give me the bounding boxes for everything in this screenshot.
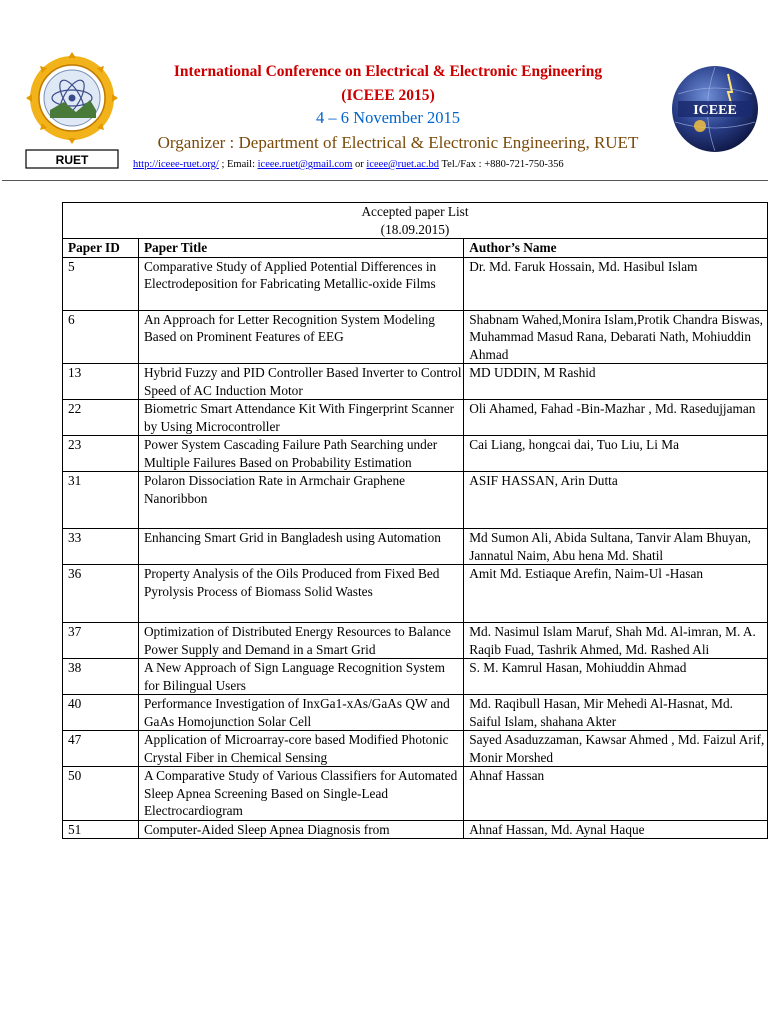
paper-title: Optimization of Distributed Energy Resources to Balance Power Supply and Demand in a Smart Grid	[138, 623, 463, 659]
paper-title: Polaron Dissociation Rate in Armchair Graphene Nanoribbon	[138, 472, 463, 529]
phone-fax: Tel./Fax : +880-721-750-356	[439, 159, 564, 170]
table-row	[63, 472, 768, 529]
table-caption	[63, 203, 768, 239]
email-link-gmail[interactable]: iceee.ruet@gmail.com	[257, 159, 353, 170]
contact-separator: ; Email:	[218, 159, 258, 170]
paper-id: 36	[63, 565, 139, 623]
caption-title: Accepted paper List	[361, 204, 469, 219]
ruet-logo	[22, 52, 122, 170]
paper-title: Biometric Smart Attendance Kit With Fingerprint Scanner by Using Microcontroller	[138, 400, 463, 436]
paper-id: 50	[63, 767, 139, 821]
paper-authors: MD UDDIN, M Rashid	[464, 364, 768, 400]
conference-date: 4 – 6 November 2015	[316, 108, 460, 127]
paper-id: 33	[63, 529, 139, 565]
paper-title: An Approach for Letter Recognition System Modeling Based on Prominent Features of EEG	[138, 310, 463, 364]
svg-text:ICEEE: ICEEE	[693, 103, 737, 118]
paper-id: 47	[63, 731, 139, 767]
table-row	[63, 529, 768, 565]
header-paper-title: Paper Title	[138, 239, 463, 258]
table-row	[63, 659, 768, 695]
paper-authors: Amit Md. Estiaque Arefin, Naim-Ul -Hasan	[464, 565, 768, 623]
paper-id: 13	[63, 364, 139, 400]
paper-title: Computer-Aided Sleep Apnea Diagnosis from	[138, 820, 463, 839]
table-row	[63, 731, 768, 767]
paper-title: A New Approach of Sign Language Recognition System for Bilingual Users	[138, 659, 463, 695]
paper-title: Enhancing Smart Grid in Bangladesh using Automation	[138, 529, 463, 565]
table-row	[63, 565, 768, 623]
paper-id: 6	[63, 310, 139, 364]
paper-authors: Dr. Md. Faruk Hossain, Md. Hasibul Islam	[464, 257, 768, 310]
paper-id: 23	[63, 436, 139, 472]
paper-title: Power System Cascading Failure Path Searching under Multiple Failures Based on Probability Estimation	[138, 436, 463, 472]
table-row	[63, 400, 768, 436]
paper-authors: Md. Nasimul Islam Maruf, Shah Md. Al-imran, M. A. Raqib Fuad, Tashrik Ahmed, Md. Rashed Ali	[464, 623, 768, 659]
paper-title: Hybrid Fuzzy and PID Controller Based Inverter to Control Speed of AC Induction Motor	[138, 364, 463, 400]
organizer-line: Organizer : Department of Electrical & Electronic Engineering, RUET	[157, 133, 639, 152]
svg-text:RUET: RUET	[55, 153, 89, 167]
table-row	[63, 257, 768, 310]
paper-authors: Oli Ahamed, Fahad -Bin-Mazhar , Md. Rasedujjaman	[464, 400, 768, 436]
paper-title: A Comparative Study of Various Classifiers for Automated Sleep Apnea Screening Based on Single-Lead Electrocardiogram	[138, 767, 463, 821]
email-link-ruet[interactable]: iceee@ruet.ac.bd	[366, 159, 440, 170]
paper-authors: Sayed Asaduzzaman, Kawsar Ahmed , Md. Faizul Arif, Monir Morshed	[464, 731, 768, 767]
paper-authors: ASIF HASSAN, Arin Dutta	[464, 472, 768, 529]
paper-id: 31	[63, 472, 139, 529]
conference-abbreviation: (ICEEE 2015)	[341, 87, 435, 104]
caption-date: (18.09.2015)	[380, 221, 450, 237]
table-row	[63, 364, 768, 400]
paper-authors: Shabnam Wahed,Monira Islam,Protik Chandra Biswas, Muhammad Masud Rana, Debarati Nath, Mohiuddin Ahmad	[464, 310, 768, 364]
paper-title: Property Analysis of the Oils Produced from Fixed Bed Pyrolysis Process of Biomass Solid Wastes	[138, 565, 463, 623]
table-row	[63, 767, 768, 821]
website-link[interactable]: http://iceee-ruet.org/	[133, 159, 219, 170]
table-caption-row	[63, 203, 768, 239]
paper-authors: Md Sumon Ali, Abida Sultana, Tanvir Alam Bhuyan, Jannatul Naim, Abu hena Md. Shatil	[464, 529, 768, 565]
paper-authors: S. M. Kamrul Hasan, Mohiuddin Ahmad	[464, 659, 768, 695]
conference-abbr-text: ICEEE 2015	[346, 87, 430, 104]
paper-id: 38	[63, 659, 139, 695]
table-row	[63, 436, 768, 472]
paper-id: 37	[63, 623, 139, 659]
accepted-paper-table	[62, 202, 768, 839]
paper-title: Comparative Study of Applied Potential Differences in Electrodeposition for Fabricating Metallic-oxide Films	[138, 257, 463, 310]
paper-authors: Cai Liang, hongcai dai, Tuo Liu, Li Ma	[464, 436, 768, 472]
contact-or: or	[352, 159, 367, 170]
paper-id: 40	[63, 695, 139, 731]
paper-id: 51	[63, 820, 139, 839]
paper-title: Performance Investigation of InxGa1-xAs/GaAs QW and GaAs Homojunction Solar Cell	[138, 695, 463, 731]
paper-authors: Md. Raqibull Hasan, Mir Mehedi Al-Hasnat, Md. Saiful Islam, shahana Akter	[464, 695, 768, 731]
table-row	[63, 623, 768, 659]
paper-id: 22	[63, 400, 139, 436]
header-divider	[2, 180, 768, 181]
letterhead	[0, 0, 768, 185]
contact-line	[133, 158, 564, 172]
paper-authors: Ahnaf Hassan, Md. Aynal Haque	[464, 820, 768, 839]
table-row	[63, 695, 768, 731]
iceee-logo	[670, 64, 760, 154]
paper-id: 5	[63, 257, 139, 310]
header-paper-id: Paper ID	[63, 239, 139, 258]
table-header-row	[63, 239, 768, 258]
table-row	[63, 310, 768, 364]
table-row	[63, 820, 768, 839]
paper-authors: Ahnaf Hassan	[464, 767, 768, 821]
conference-title: International Conference on Electrical & Electronic Engineering	[173, 63, 603, 80]
paper-title: Application of Microarray-core based Modified Photonic Crystal Fiber in Chemical Sensing	[138, 731, 463, 767]
header-authors: Author’s Name	[464, 239, 768, 258]
